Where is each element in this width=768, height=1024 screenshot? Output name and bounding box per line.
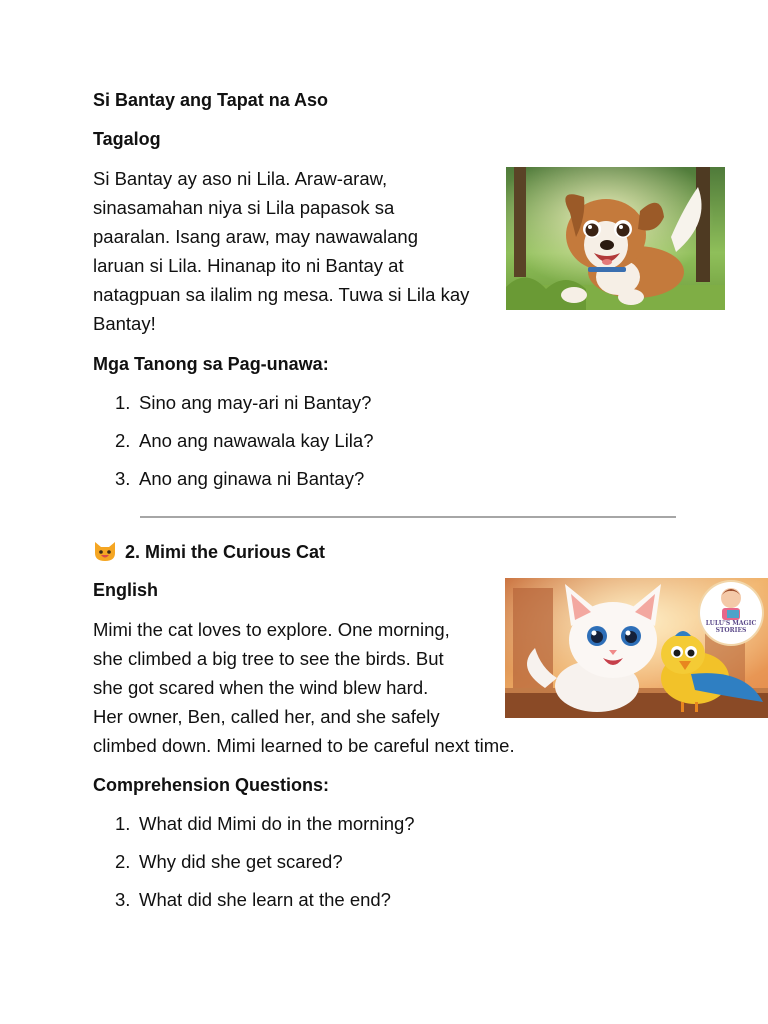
- paragraph-line: sinasamahan niya si Lila papasok sa: [93, 197, 395, 218]
- paragraph-line: Mimi the cat loves to explore. One morning,: [93, 619, 450, 640]
- story1-title: Si Bantay ang Tapat na Aso: [93, 90, 329, 110]
- paragraph-line: she got scared when the wind blew hard.: [93, 677, 429, 698]
- story2-language-label: English: [93, 580, 159, 600]
- story1-language-label: Tagalog: [93, 129, 161, 149]
- puppy-illustration-icon: [506, 167, 725, 310]
- magic-stories-badge: [700, 582, 762, 644]
- story1-questions-heading: Mga Tanong sa Pag-unawa:: [93, 354, 329, 374]
- story1-questions-list: [115, 391, 374, 505]
- paragraph-line: natagpuan sa ilalim ng mesa. Tuwa si Lila kay: [93, 284, 470, 305]
- list-item: 1. What did Mimi do in the morning?: [115, 813, 415, 834]
- paragraph-line: paaralan. Isang araw, may nawawalang: [93, 226, 418, 247]
- story2-questions-heading: Comprehension Questions:: [93, 775, 330, 795]
- story2-questions-list: [115, 812, 415, 926]
- paragraph-line: she climbed a big tree to see the birds. But: [93, 648, 444, 669]
- list-item: 2. Ano ang nawawala kay Lila?: [115, 430, 374, 451]
- section-divider: [140, 516, 676, 518]
- cat-face-icon: [93, 540, 117, 567]
- list-item: 3. What did she learn at the end?: [115, 889, 391, 910]
- list-item: 3. Ano ang ginawa ni Bantay?: [115, 468, 365, 489]
- list-item: 1. Sino ang may-ari ni Bantay?: [115, 392, 372, 413]
- story1-paragraph: [93, 164, 469, 338]
- paragraph-line: climbed down. Mimi learned to be careful next time.: [93, 735, 515, 756]
- story2-title-text: 2. Mimi the Curious Cat: [125, 542, 326, 562]
- story2-paragraph: [93, 615, 515, 760]
- paragraph-line: Si Bantay ay aso ni Lila. Araw-araw,: [93, 168, 388, 189]
- paragraph-line: laruan si Lila. Hinanap ito ni Bantay at: [93, 255, 404, 276]
- story2-title: [93, 540, 325, 567]
- kitten-and-bird-illustration-icon: [505, 578, 768, 718]
- badge-label: LULU'S MAGIC STORIES: [705, 620, 757, 634]
- paragraph-line: Bantay!: [93, 313, 156, 334]
- list-item: 2. Why did she get scared?: [115, 851, 343, 872]
- paragraph-line: Her owner, Ben, called her, and she safely: [93, 706, 440, 727]
